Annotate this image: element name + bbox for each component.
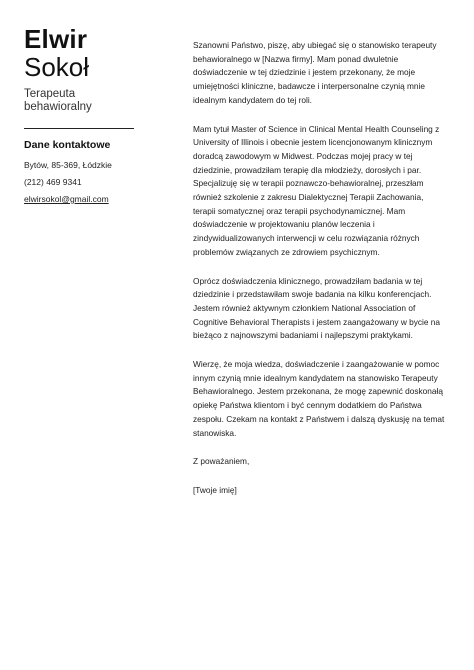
sidebar	[24, 26, 136, 204]
letter-signature: [Twoje imię]	[193, 484, 237, 495]
contact-email-link[interactable]: elwirsokol@gmail.com	[24, 194, 109, 204]
letter-paragraph-closing: Wierzę, że moja wiedza, doświadczenie i zaangażowanie w pomoc innym czynią mnie idealnym kandydatem na stanowisko Terapeuty Behawioralnego. Jestem przekonana, że mogę zapewnić doskonałą opiekę Państwa klientom i być cennym dodatkiem do Państwa zespołu. Czekam na kontakt z Państwem i dalszą dyskusję na temat stanowiska.	[193, 359, 445, 438]
letter-paragraph-education: Mam tytuł Master of Science in Clinical Mental Health Counseling z University of Illinois i obecnie jestem licencjonowanym klinicznym doradcą zawodowym w Midwest. Podczas mojej pracy w tej dziedzinie, prowadziłam terapię dla młodzieży, dorosłych i par. Specjalizuję się w terapii poznawczo-behawioralnej, przeszłam również szkolenie z zakresu Dialektycznej Terapii Zachowania, terapii somatycznej oraz terapii psychodynamicznej. Mam doświadczenie w projektowaniu planów leczenia i zindywidualizowanych interwencji w celu rozwiązania różnych problemów związanych ze zdrowiem psychicznym.	[193, 123, 440, 257]
letter-salutation: Z poważaniem,	[193, 456, 250, 467]
contact-heading: Dane kontaktowe	[24, 139, 111, 151]
contact-email-row	[24, 194, 136, 204]
letter-body	[193, 39, 448, 513]
contact-phone: (212) 469 9341	[24, 177, 82, 187]
last-name: Sokoł	[24, 52, 90, 82]
contact-address: Bytów, 85-369, Łódzkie	[24, 160, 112, 170]
job-title: Terapeuta behawioralny	[24, 88, 92, 113]
divider	[24, 128, 134, 129]
letter-paragraph-intro: Szanowni Państwo, piszę, aby ubiegać się o stanowisko terapeuty behawioralnego w [Nazwa firmy]. Mam ponad dwuletnie doświadczenie w tej dziedzinie i jestem przekonany, że moje umiejętności kliniczne, badawcze i interpersonalne czynią mnie idealnym kandydatem do tej roli.	[193, 40, 437, 105]
first-name: Elwir	[24, 24, 88, 54]
letter-paragraph-research: Oprócz doświadczenia klinicznego, prowadziłam badania w tej dziedzinie i przedstawiłam swoje badania na kilku konferencjach. Jestem również aktywnym członkiem National Association of Cognitive Behavioral Therapists i jestem zaangażowany w bycie na bieżąco z najnowszymi badaniami i najlepszymi praktykami.	[193, 275, 441, 341]
